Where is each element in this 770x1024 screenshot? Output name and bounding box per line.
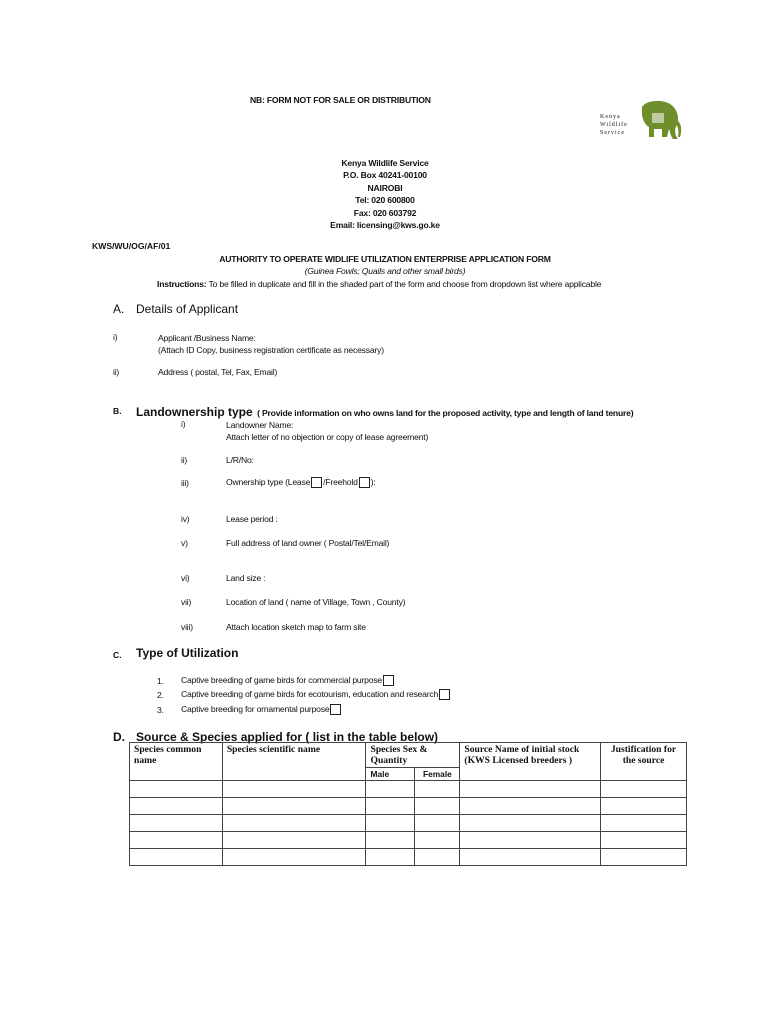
nb-notice: NB: FORM NOT FOR SALE OR DISTRIBUTION	[250, 95, 431, 105]
option-label: Captive breeding of game birds for commercial purpose	[181, 675, 383, 685]
col-scientific-name: Species scientific name	[222, 743, 366, 781]
col-common-name: Species common name	[130, 743, 223, 781]
item-number: v)	[181, 538, 188, 548]
table-row[interactable]	[130, 781, 687, 798]
address-line: Kenya Wildlife Service	[341, 158, 429, 168]
instructions	[157, 279, 627, 289]
land-size-field[interactable]: Land size :	[226, 573, 266, 583]
table-row[interactable]	[130, 798, 687, 815]
section-b-note: ( Provide information on who owns land for the proposed activity, type and length of land tenure)	[257, 408, 634, 418]
form-subtitle: (Guinea Fowls; Quails and other small birds)	[304, 266, 466, 276]
item-number: ii)	[181, 455, 188, 465]
option-number: 1.	[157, 676, 164, 686]
option-label: Captive breeding of game birds for ecotourism, education and research	[181, 689, 439, 699]
logo-line: Service	[600, 130, 625, 136]
field-hint: (Attach ID Copy, business registration certificate as necessary)	[158, 345, 384, 355]
field-hint: Attach letter of no objection or copy of lease agreement)	[226, 432, 429, 442]
address-line: P.O. Box 40241-00100	[343, 170, 427, 181]
table-row[interactable]	[130, 849, 687, 866]
item-number: iii)	[181, 478, 189, 488]
freehold-checkbox[interactable]	[359, 477, 370, 488]
table-row[interactable]	[130, 815, 687, 832]
field-label: Landowner Name:	[226, 420, 294, 430]
ecotourism-checkbox[interactable]	[439, 689, 450, 700]
item-number: vi)	[181, 573, 190, 583]
lease-checkbox[interactable]	[311, 477, 322, 488]
option-number: 3.	[157, 705, 164, 715]
lr-number-field[interactable]: L/R/No:	[226, 455, 254, 465]
utilization-option-commercial[interactable]	[181, 675, 395, 686]
field-label: Applicant /Business Name:	[158, 333, 256, 343]
instructions-text: To be filled in duplicate and fill in the shaded part of the form and choose from dropdown list where applicable	[208, 279, 602, 289]
address-block	[285, 157, 485, 231]
address-line: NAIROBI	[367, 182, 403, 193]
col-justification: Justification for the source	[601, 743, 687, 781]
ownership-close: ):	[370, 477, 376, 487]
land-location-field[interactable]: Location of land ( name of Village, Town , County)	[226, 597, 406, 607]
commercial-checkbox[interactable]	[383, 675, 394, 686]
item-number: ii)	[113, 367, 120, 377]
ownership-label: Ownership type (Lease	[226, 477, 311, 487]
landowner-address-field[interactable]: Full address of land owner ( Postal/Tel/Email)	[226, 538, 390, 548]
section-a-letter: A.	[113, 302, 125, 316]
lease-period-field[interactable]: Lease period :	[226, 514, 278, 524]
section-c-title: Type of Utilization	[136, 646, 239, 660]
col-male: Male	[366, 768, 415, 781]
col-female: Female	[415, 768, 460, 781]
instructions-label: Instructions:	[157, 279, 207, 289]
section-b-title: Landownership type	[136, 405, 253, 419]
section-d-letter: D.	[113, 730, 125, 744]
col-source-name: Source Name of initial stock (KWS Licensed breeders )	[460, 743, 601, 781]
address-line: Email: licensing@kws.go.ke	[330, 220, 440, 231]
section-d-title: Source & Species applied for ( list in the table below)	[136, 730, 439, 744]
logo-wordmark	[600, 113, 628, 137]
table-header-row	[130, 743, 687, 768]
landowner-name-field[interactable]	[226, 419, 428, 443]
item-number: viii)	[181, 622, 193, 632]
address-line: Tel: 020 600800	[355, 195, 415, 206]
ownership-type	[226, 477, 376, 488]
item-number: vii)	[181, 597, 192, 607]
sketch-map-attachment[interactable]: Attach location sketch map to farm site	[226, 622, 366, 632]
freehold-label: /Freehold	[323, 477, 358, 487]
species-table	[129, 742, 687, 866]
table-row[interactable]	[130, 832, 687, 849]
logo-line: Kenya	[600, 114, 621, 120]
address-line: Fax: 020 603792	[353, 207, 417, 218]
applicant-name-field[interactable]	[158, 332, 384, 356]
address-field[interactable]: Address ( postal, Tel, Fax, Email)	[158, 367, 278, 377]
section-c-letter: C.	[113, 650, 122, 660]
option-number: 2.	[157, 690, 164, 700]
section-b-letter: B.	[113, 406, 122, 416]
item-number: i)	[113, 332, 118, 342]
form-title: AUTHORITY TO OPERATE WIDLIFE UTILIZATION ENTERPRISE APPLICATION FORM	[219, 254, 551, 264]
item-number: iv)	[181, 514, 190, 524]
utilization-option-ornamental[interactable]	[181, 704, 342, 715]
form-code: KWS/WU/OG/AF/01	[92, 241, 171, 251]
option-label: Captive breeding for ornamental purpose	[181, 704, 330, 714]
item-number: i)	[181, 419, 186, 429]
utilization-option-ecotourism[interactable]	[181, 689, 451, 700]
col-sex-quantity: Species Sex & Quantity	[366, 743, 460, 768]
logo-line: Wildlife	[600, 122, 628, 128]
ornamental-checkbox[interactable]	[330, 704, 341, 715]
section-a-title: Details of Applicant	[136, 302, 239, 316]
